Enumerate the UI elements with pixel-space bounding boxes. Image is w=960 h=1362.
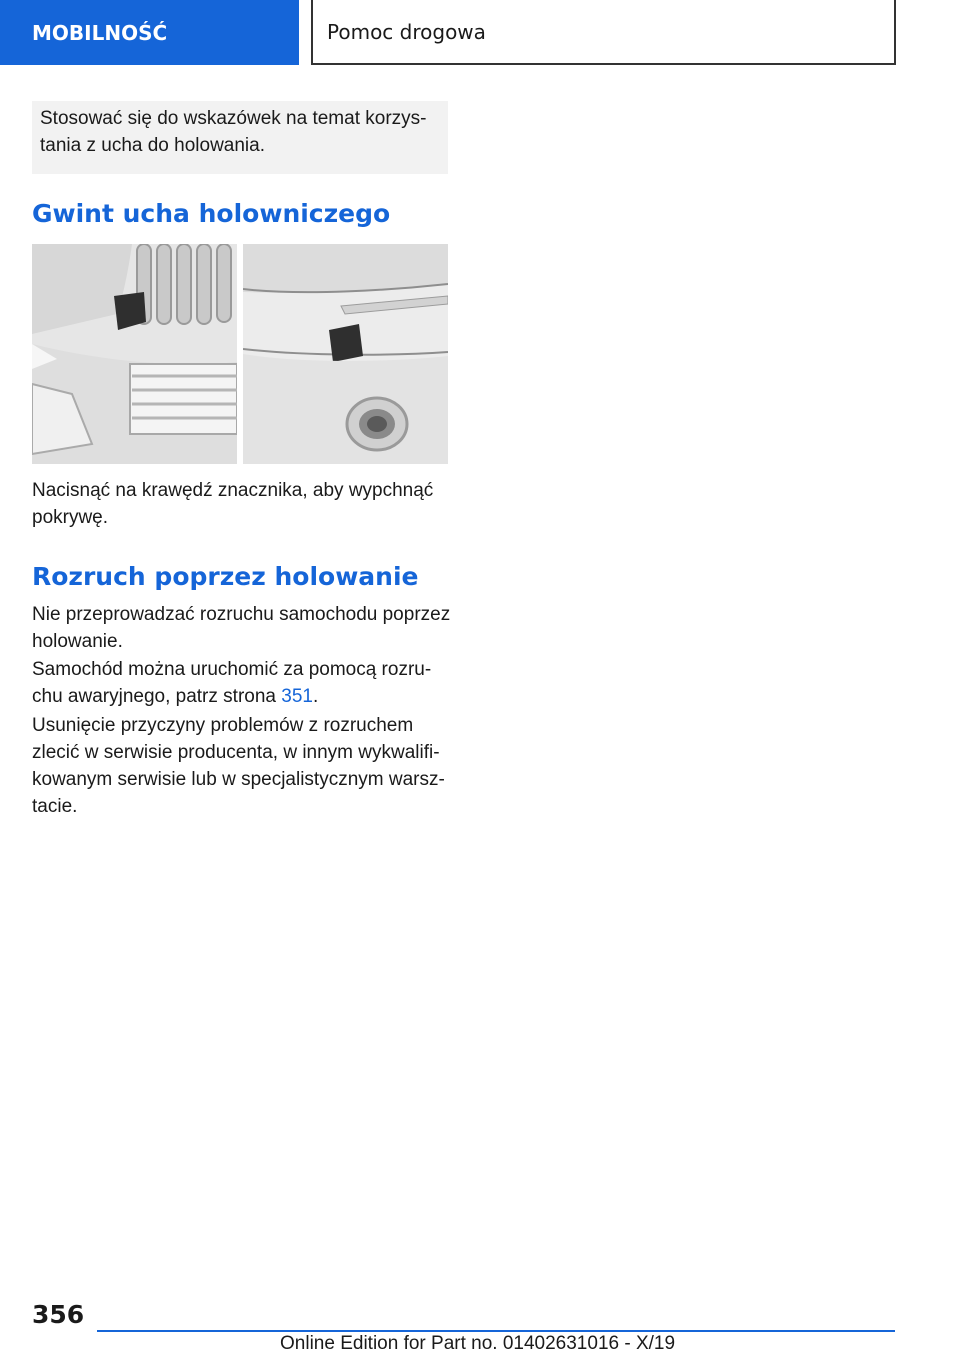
heading-tow-eye-thread: Gwint ucha holowniczego (32, 199, 391, 228)
heading-tow-start: Rozruch poprzez holowanie (32, 562, 419, 591)
footer-divider (97, 1330, 895, 1332)
caption-tow-eye: Nacisnąć na krawędź znacznika, aby wypchnąć pokrywę. (32, 480, 434, 528)
page-link-351[interactable]: 351 (281, 686, 313, 707)
paragraph-jump-start-end: . (312, 686, 319, 707)
paragraph-jump-start (32, 656, 452, 710)
header-section-label: MOBILNOŚĆ (32, 20, 168, 45)
header-title-label: Pomoc drogowa (327, 19, 486, 44)
page-number: 356 (32, 1300, 85, 1329)
rear-bumper-photo (243, 244, 448, 464)
paragraph-service: Usunięcie przyczyny problemów z rozruchem zlecić w serwisie producenta, w innym wykwalifikowanym serwisie lub w specjalistycznym warsztacie. (32, 715, 445, 817)
header-section-tab (0, 0, 299, 65)
paragraph-no-tow-start: Nie przeprowadzać rozruchu samochodu poprzez holowanie. (32, 604, 451, 652)
footer-edition: Online Edition for Part no. 01402631016 - X/19 (280, 1333, 676, 1354)
front-bumper-photo (32, 244, 237, 464)
note-box (32, 101, 448, 174)
paragraph-jump-start-text: Samochód można uruchomić za pomocą rozruchu awaryjnego, patrz strona (32, 659, 432, 707)
note-text: Stosować się do wskazówek na temat korzystania z ucha do holowania. (40, 108, 427, 156)
header-title (311, 0, 896, 65)
